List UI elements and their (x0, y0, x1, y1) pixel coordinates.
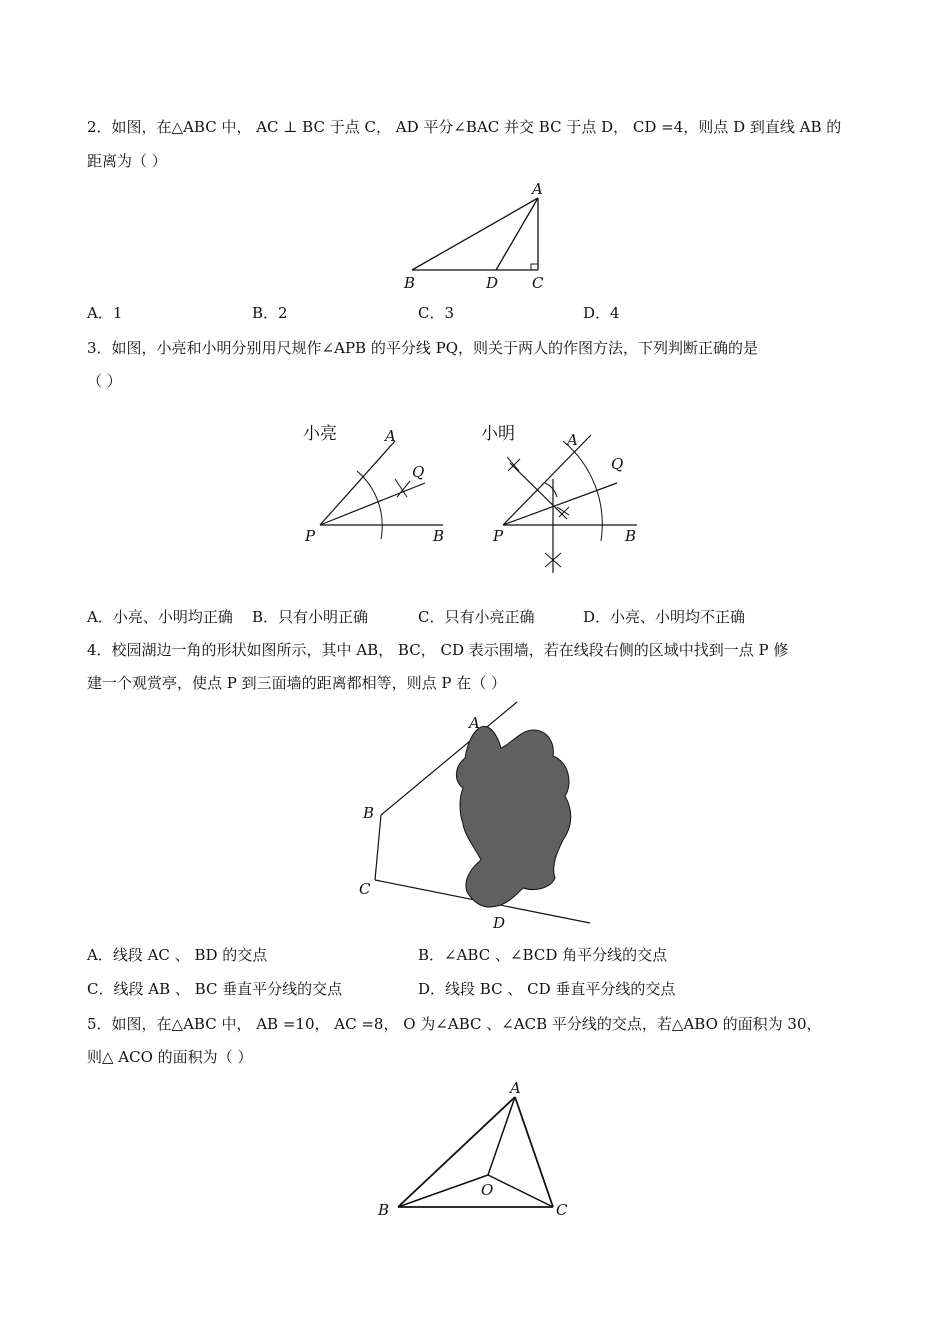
q4-figure (355, 700, 595, 935)
q5-label-A: A (510, 1079, 521, 1097)
q2-option-b[interactable]: B．2 (252, 304, 288, 322)
q2-option-a[interactable]: A．1 (87, 304, 123, 322)
q2-label-C: C (532, 274, 544, 292)
q4-stem-line2: 建一个观赏亭，使点 P 到三面墙的距离都相等，则点 P 在（ ） (87, 674, 507, 692)
q4-label-B: B (363, 804, 375, 822)
q3-figure (295, 415, 655, 580)
q5-label-B: B (378, 1201, 390, 1219)
q4-label-D: D (493, 914, 506, 932)
q3-left-label-Q: Q (412, 463, 425, 481)
q3-right-label-A: A (567, 431, 578, 449)
q2-option-d[interactable]: D．4 (583, 304, 620, 322)
q2-stem-line2: 距离为（ ） (87, 152, 167, 170)
q3-stem-line1: 3．如图，小亮和小明分别用尺规作∠APB 的平分线 PQ，则关于两人的作图方法，下列判断正确的是 (87, 339, 758, 357)
q2-option-c[interactable]: C．3 (418, 304, 455, 322)
q4-label-A: A (469, 714, 480, 732)
q3-right-label-B: B (625, 527, 637, 545)
q3-option-a[interactable]: A．小亮、小明均正确 (87, 608, 233, 626)
q3-right-label-P: P (493, 527, 504, 545)
q4-lake-shape (456, 726, 570, 907)
q2-label-A: A (532, 180, 543, 198)
q3-left-label-P: P (305, 527, 316, 545)
q4-option-a[interactable]: A．线段 AC 、 BD 的交点 (87, 946, 268, 964)
q5-label-O: O (481, 1181, 494, 1199)
q4-option-d[interactable]: D．线段 BC 、 CD 垂直平分线的交点 (418, 980, 676, 998)
q4-option-c[interactable]: C．线段 AB 、 BC 垂直平分线的交点 (87, 980, 343, 998)
q3-left-label-A: A (385, 427, 396, 445)
q2-label-B: B (404, 274, 416, 292)
q4-option-b[interactable]: B．∠ABC 、∠BCD 角平分线的交点 (418, 946, 668, 964)
q3-stem-line2: （ ） (87, 372, 122, 390)
q3-title-xiaoming: 小明 (481, 424, 515, 444)
q2-figure (400, 178, 560, 293)
q3-option-c[interactable]: C．只有小亮正确 (418, 608, 535, 626)
q3-left-label-B: B (433, 527, 445, 545)
q5-figure (370, 1075, 580, 1225)
q5-stem-line1: 5．如图，在△ABC 中， AB =10， AC =8， O 为∠ABC 、∠ACB 平分线的交点，若△ABO 的面积为 30， (87, 1015, 822, 1033)
q4-label-C: C (359, 880, 371, 898)
q4-stem-line1: 4．校园湖边一角的形状如图所示，其中 AB， BC， CD 表示围墙，若在线段右侧的区域中找到一点 P 修 (87, 641, 789, 659)
q3-title-xiaoliang: 小亮 (303, 424, 337, 444)
q5-label-C: C (556, 1201, 568, 1219)
q2-label-D: D (486, 274, 499, 292)
q2-stem-line1: 2．如图，在△ABC 中， AC ⊥ BC 于点 C， AD 平分∠BAC 并交 BC 于点 D， CD =4，则点 D 到直线 AB 的 (87, 118, 842, 136)
q3-option-d[interactable]: D．小亮、小明均不正确 (583, 608, 746, 626)
q3-right-label-Q: Q (611, 455, 624, 473)
q3-option-b[interactable]: B．只有小明正确 (252, 608, 369, 626)
q5-stem-line2: 则△ ACO 的面积为（ ） (87, 1048, 253, 1066)
